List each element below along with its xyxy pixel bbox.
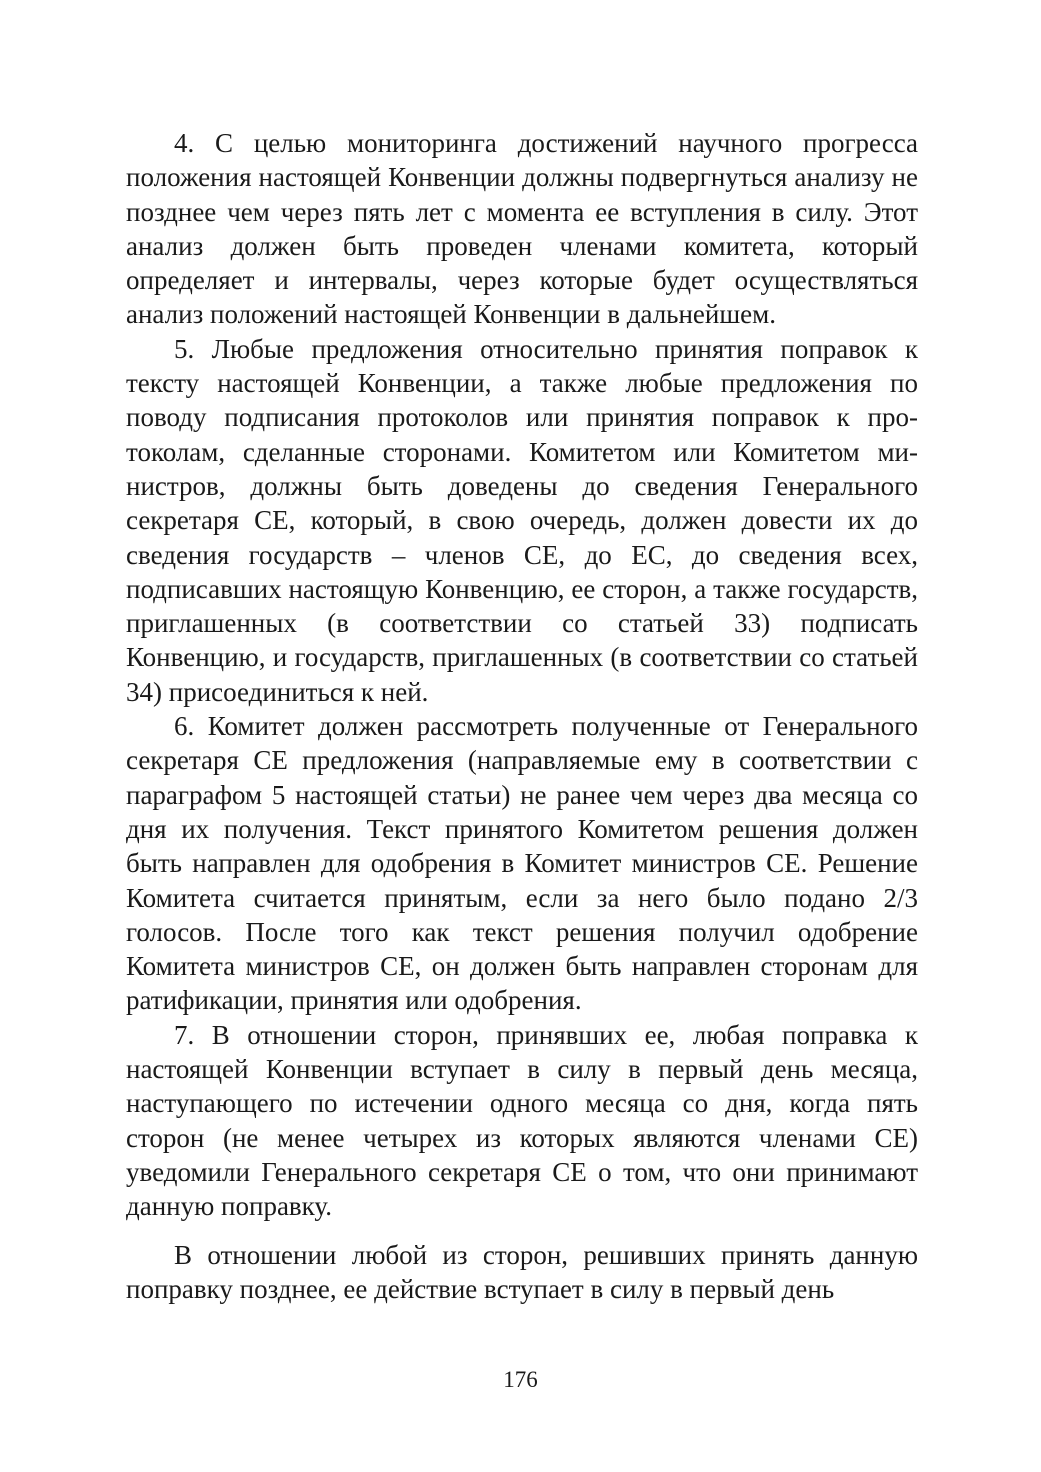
paragraph-7: 7. В отношении сторон, принявших ее, любая поправка к настоящей Конвенции вступает в силу в первый день месяца, наступающего по истечении одного месяца со дня, когда пять сторон (не менее четырех из которых являются членами СЕ) уведомили Генерального секретаря СЕ о том, что они принимают данную поправку. bbox=[126, 1019, 918, 1222]
paragraph-continuation: В отношении любой из сторон, решивших принять данную поправку позднее, ее действие вступает в силу в первый день bbox=[126, 1239, 918, 1304]
paragraph-6: 6. Комитет должен рассмотреть полученные от Генерального секретаря СЕ предложения (направляемые ему в соответствии с параграфом 5 настоящей статьи) не ранее чем через два месяца со дня их получения. Текст принятого Комитетом решения должен быть направлен для одобрения в Комитет министров СЕ. Решение Комитета считается принятым, если за него было подано 2/3 голосов. После того как текст решения получил одобрение Комитета министров СЕ, он должен быть направлен сторонам для ратификации, принятия или одобрения. bbox=[126, 711, 918, 1016]
paragraph-5: 5. Любые предложения относительно принятия поправок к тексту настоящей Конвенции, а также любые предложения по поводу подписания протоколов или принятия поправок к протоколам, сделанные сторонами. Комитетом или Комитетом министров, должны быть доведены до сведения Генерального секретаря СЕ, который, в свою очередь, должен довести их до сведения государств – членов СЕ, до ЕС, до сведения всех, подписавших настоящую Конвенцию, ее сторон, а также государств, приглашенных (в соответствии со статьей 33) подписать Конвенцию, и государств, приглашенных (в соответствии со статьей 34) присоединиться к ней. bbox=[126, 333, 918, 707]
body-text bbox=[126, 126, 918, 1306]
page-number: 176 bbox=[503, 1367, 538, 1392]
paragraph-4: 4. С целью мониторинга достижений научного прогресса положения настоящей Конвенции должны подвергнуться анализу не позднее чем через пять лет с момента ее вступления в силу. Этот анализ должен быть проведен членами комитета, который определяет и интервалы, через которые будет осуществляться анализ положений настоящей Конвенции в дальнейшем. bbox=[126, 128, 918, 330]
